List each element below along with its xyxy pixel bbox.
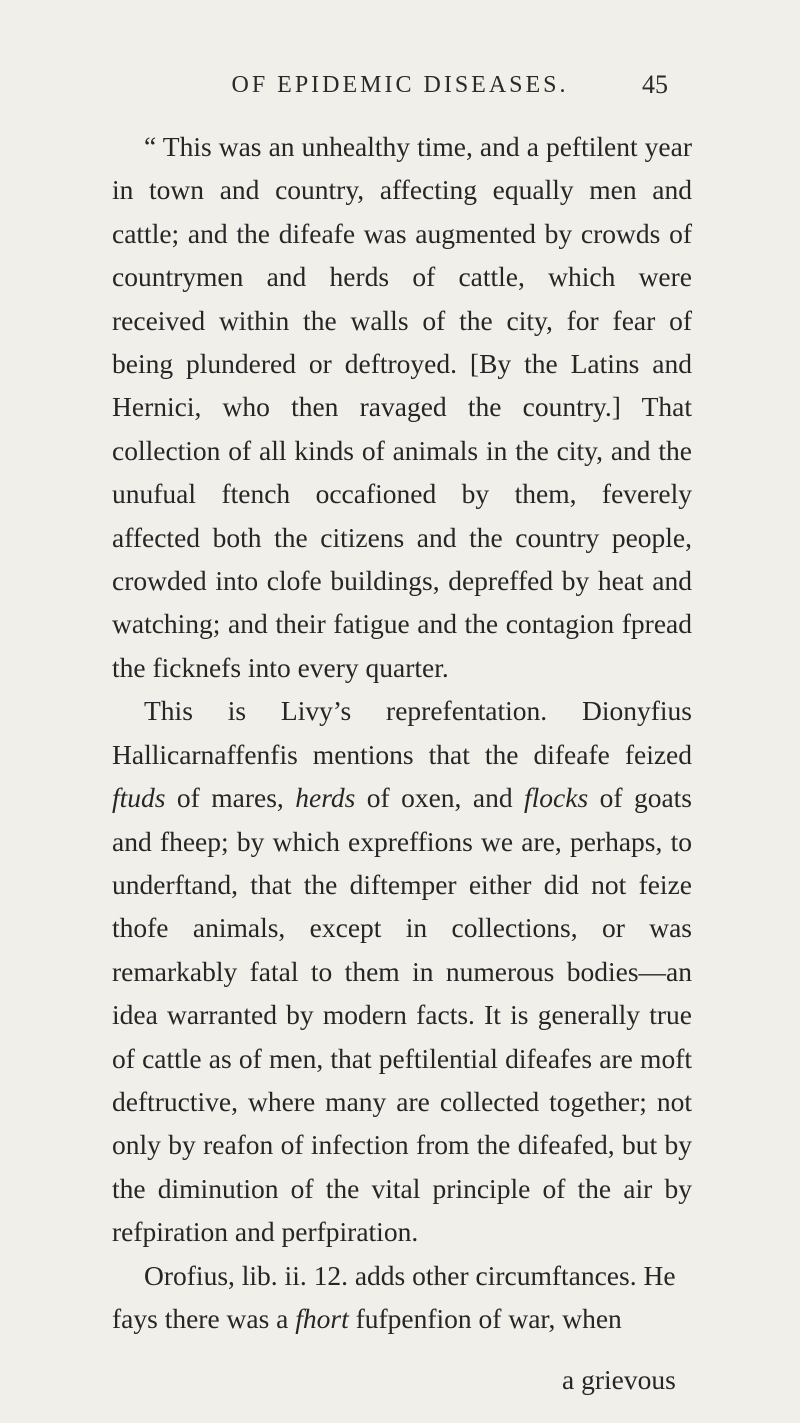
text-run: of goats and fheep; by which expreffions we are, perhaps, to underftand, that the diftemper either did not feize thofe animals, except in collections, or was remarkably fatal to them in numerous bodies—an idea warranted by modern facts. It is generally true of cattle as of men, that peftilential difeafes are moft deftructive, where many are collected together; not only by reafon of infection from the difeafed, but by the diminution of the vital principle of the air by refpiration and perfpiration. <box>112 782 692 1248</box>
text-run: fufpenfion of war, when <box>348 1302 622 1334</box>
text-run: of oxen, and <box>355 782 525 814</box>
running-head-title: OF EPIDEMIC DISEASES. <box>231 72 569 98</box>
page-number: 45 <box>642 70 668 99</box>
paragraph <box>112 1254 692 1341</box>
text-run: of mares, <box>165 782 296 814</box>
running-head <box>0 66 800 106</box>
body-text <box>112 125 692 1340</box>
text-run: “ This was an unhealthy time, and a peftilent year in town and country, affecting equally men and cattle; and the difeafe was augmented by crowds of countrymen and herds of cattle, which were received within the walls of the city, for fear of being plundered or deftroyed. [By the Latins and Hernici, who then ravaged the country.] That collection of all kinds of animals in the city, and the unufual ftench occafioned by them, feverely affected both the citizens and the country people, crowded into clofe buildings, depreffed by heat and watching; and their fatigue and the contagion fpread the ficknefs into every quarter. <box>112 131 692 683</box>
paragraph <box>112 125 692 689</box>
italic-text: fhort <box>295 1302 349 1334</box>
paragraph <box>112 689 692 1253</box>
text-run: Orofius, lib. ii. 12. adds other circumftances. He fays there was a <box>112 1259 676 1334</box>
italic-text: herds <box>295 782 356 814</box>
italic-text: flocks <box>524 782 589 814</box>
text-run: This is Livy’s reprefentation. Dionyfius Hallicarnaffenfis mentions that the difeafe feized <box>112 695 692 770</box>
italic-text: ftuds <box>112 782 166 814</box>
catchword: a grievous <box>562 1364 676 1395</box>
